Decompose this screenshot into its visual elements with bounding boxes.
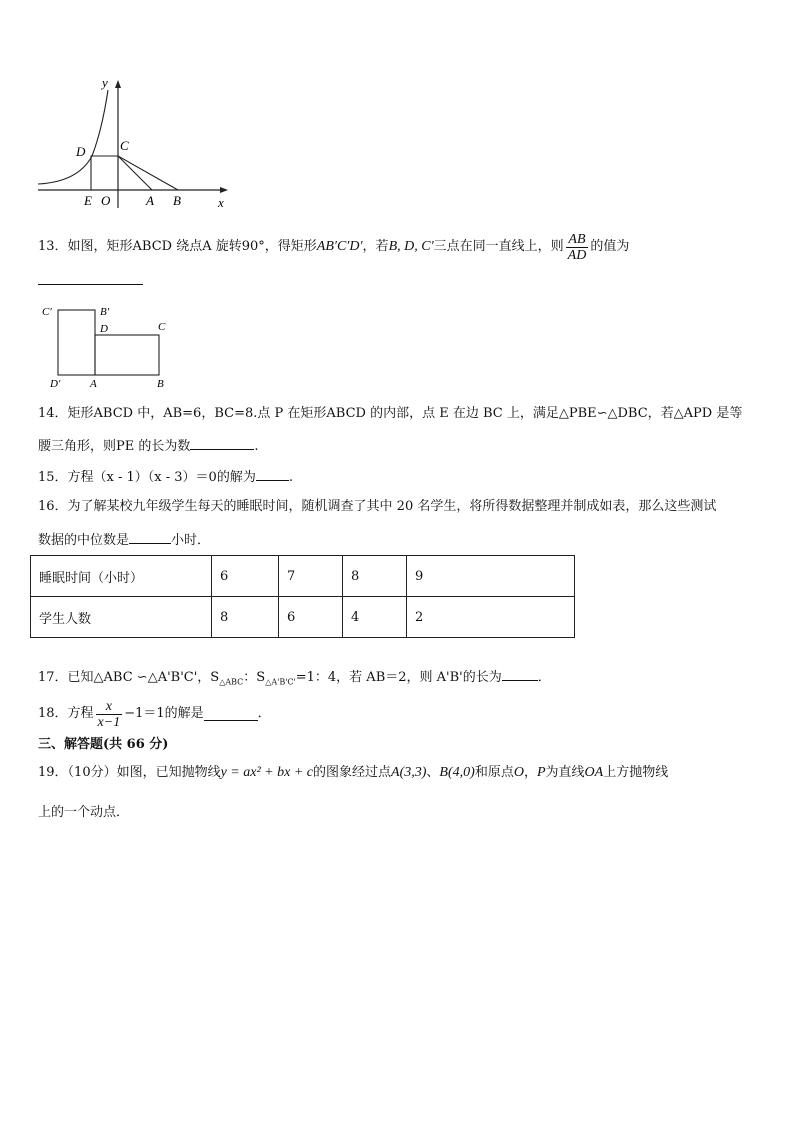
question-17 — [38, 667, 551, 692]
q16-text-a: 数据的中位数是 — [38, 533, 130, 548]
question-19-line1 — [38, 764, 668, 782]
question-14-line1: 14．矩形ABCD 中，AB=6，BC=8.点 P 在矩形ABCD 的内部，点 E 在边 BC 上，满足△PBE∽△DBC，若△APD 是等 — [38, 406, 743, 421]
table-cell: 8 — [212, 597, 279, 638]
q18-fraction — [96, 699, 123, 730]
q18-text-b: −1＝1的解是 — [124, 706, 204, 721]
rectangle-edc — [91, 156, 118, 190]
q19-equation: y = ax² + bx + c — [220, 765, 313, 780]
table-row — [31, 597, 575, 638]
q19-text-b: 的图象经过点 — [313, 765, 392, 780]
sleep-time-table — [30, 555, 575, 638]
q14-text-b: . — [254, 439, 259, 454]
label-e: E — [84, 193, 92, 208]
q13-text-b: ，若 — [362, 239, 389, 254]
q17-answer-blank[interactable] — [502, 667, 538, 681]
table-cell: 2 — [407, 597, 575, 638]
table-cell: 7 — [279, 556, 343, 597]
label-c: C — [158, 321, 166, 333]
q19-point-o: O — [513, 765, 524, 780]
label-b: B — [173, 193, 181, 208]
question-19-line2: 上的一个动点． — [38, 805, 130, 820]
q17-sub1: △ABC — [219, 677, 244, 687]
exponential-curve — [38, 90, 108, 184]
table-cell: 学生人数 — [31, 597, 212, 638]
q13-text-a: 13．如图，矩形ABCD 绕点A 旋转90°，得矩形 — [38, 239, 317, 254]
q13-answer-blank[interactable] — [38, 284, 143, 285]
table-cell: 6 — [279, 597, 343, 638]
label-c: C — [120, 138, 129, 153]
table-cell: 4 — [343, 597, 407, 638]
q16-answer-blank[interactable] — [129, 530, 171, 544]
rect-abcd — [95, 335, 159, 375]
question-16-line1: 16．为了解某校九年级学生每天的睡眠时间，随机调查了其中 20 名学生，将所得数据整理并制成如表，那么这些测试 — [38, 499, 717, 514]
figure-coordinate-graph — [36, 78, 232, 214]
q17-text-b: ：S — [243, 670, 266, 685]
q17-sub2: △A'B'C' — [265, 677, 296, 687]
table-cell: 9 — [407, 556, 575, 597]
q19-sep: 、 — [426, 765, 440, 780]
label-a: A — [146, 193, 154, 208]
q14-answer-blank[interactable] — [190, 436, 254, 450]
q13-fraction — [566, 232, 589, 263]
q19-text-f: 上方抛物线 — [603, 765, 669, 780]
q18-text-a: 18．方程 — [38, 706, 94, 721]
label-b-prime: B′ — [100, 306, 110, 318]
label-y: y — [102, 78, 108, 90]
q19-point-a: A(3,3) — [391, 765, 427, 780]
label-d-prime: D′ — [50, 378, 61, 390]
q18-text-c: ． — [257, 706, 271, 721]
label-x: x — [218, 195, 224, 210]
table-cell: 6 — [212, 556, 279, 597]
table-row — [31, 556, 575, 597]
q18-answer-blank[interactable] — [204, 707, 258, 721]
q15-text-b: . — [288, 470, 293, 485]
figure-rotated-rectangles — [38, 300, 178, 390]
question-16-line2 — [38, 530, 210, 550]
label-b: B — [157, 378, 164, 390]
question-13 — [38, 233, 629, 261]
question-14-line2 — [38, 436, 259, 456]
table-cell: 睡眠时间（小时） — [31, 556, 212, 597]
q17-text-c: =1：4，若 AB＝2，则 A'B'的长为 — [295, 670, 502, 685]
y-axis-arrow — [115, 80, 121, 88]
q17-text-a: 17．已知△ABC ∽△A'B'C'，S — [38, 670, 220, 685]
q17-text-d: ． — [537, 670, 551, 685]
label-o: O — [101, 193, 111, 208]
q19-text-c: 和原点 — [474, 765, 514, 780]
q19-point-p: P — [536, 765, 546, 780]
section-heading: 三、解答题(共 66 分) — [38, 737, 169, 752]
q19-point-b: B(4,0) — [439, 765, 475, 780]
rect-ab-c-d-prime — [58, 310, 95, 375]
q19-line-oa: OA — [584, 765, 604, 780]
table-cell: 8 — [343, 556, 407, 597]
q19-text-e: 为直线 — [545, 765, 585, 780]
q13-frac-num: AB — [568, 231, 586, 247]
segment-cb — [118, 156, 178, 190]
q13-text-c: 三点在同一直线上，则 — [433, 239, 564, 254]
q13-points: B, D, C′ — [388, 239, 434, 254]
q19-text-d: ， — [523, 765, 537, 780]
label-c-prime: C′ — [42, 306, 52, 318]
label-d: D — [100, 323, 108, 335]
x-axis-arrow — [220, 187, 228, 193]
q14-text-a: 腰三角形，则PE 的长为数 — [38, 439, 191, 454]
question-15 — [38, 467, 293, 487]
q13-rect-prime: AB′C′D′ — [316, 239, 363, 254]
q15-text-a: 15．方程（x - 1）（x - 3）＝0的解为 — [38, 470, 256, 485]
q19-text-a: 19．（10分）如图，已知抛物线 — [38, 765, 221, 780]
label-d: D — [76, 144, 86, 159]
q18-frac-den: x−1 — [97, 714, 121, 730]
label-a: A — [90, 378, 97, 390]
q15-answer-blank[interactable] — [256, 467, 289, 481]
q18-frac-num: x — [105, 698, 112, 714]
q16-text-b: 小时． — [171, 533, 211, 548]
q13-text-d: 的值为 — [590, 239, 630, 254]
question-18 — [38, 697, 271, 731]
q13-frac-den: AD — [567, 247, 587, 263]
